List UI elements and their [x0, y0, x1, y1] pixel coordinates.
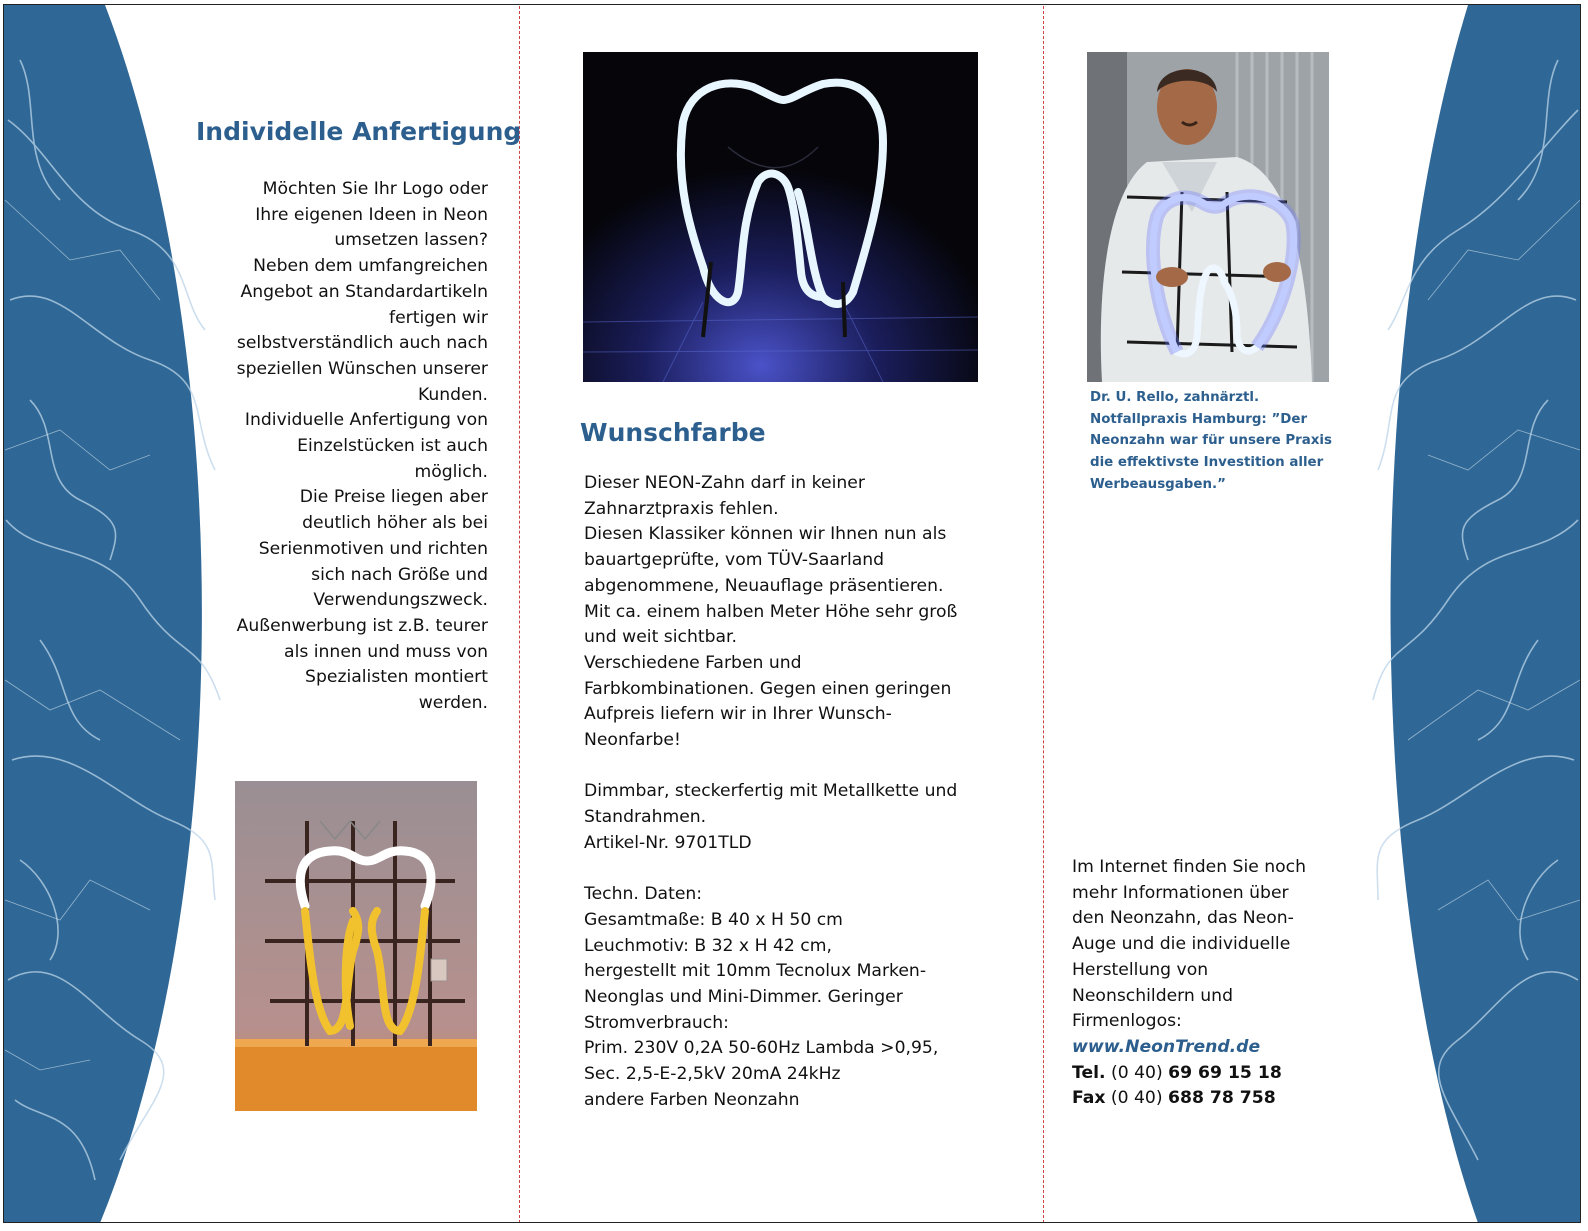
middle-text-line: Mit ca. einem halben Meter Höhe sehr groß — [584, 601, 958, 622]
phone-line — [1072, 1061, 1342, 1087]
middle-text-line: Zahnarztpraxis fehlen. — [584, 498, 779, 519]
left-text-line: Kunden. — [417, 384, 488, 405]
middle-text-line: und weit sichtbar. — [584, 627, 737, 648]
caption-line: die effektivste Investition aller — [1090, 455, 1324, 471]
middle-text-line: Farbkombinationen. Gegen einen geringen — [584, 678, 952, 699]
fax-line — [1072, 1086, 1342, 1112]
middle-text-line: Standrahmen. — [584, 807, 707, 828]
left-text-line: Individuelle Anfertigung von — [244, 410, 488, 431]
middle-text-line: Neonglas und Mini-Dimmer. Geringer — [584, 987, 903, 1008]
middle-text-line: Diesen Klassiker können wir Ihnen nun als — [584, 524, 947, 545]
middle-text-line: abgenommene, Neuauflage präsentieren. — [584, 575, 944, 596]
left-text-line: möglich. — [414, 461, 488, 482]
middle-text-line: hergestellt mit 10mm Tecnolux Marken- — [584, 961, 927, 982]
left-text-line: Neben dem umfangreichen — [253, 256, 488, 277]
middle-text-line: Neonfarbe! — [584, 730, 681, 751]
tel-number: 69 69 15 18 — [1168, 1062, 1282, 1083]
left-text-line: sich nach Größe und — [311, 564, 488, 585]
info-line: den Neonzahn, das Neon- — [1072, 908, 1294, 929]
tel-prefix: (0 40) — [1111, 1062, 1163, 1083]
left-text-line: selbstverständlich auch nach — [236, 333, 488, 354]
middle-text-line — [584, 857, 1014, 883]
testimonial-caption — [1090, 387, 1350, 496]
middle-text-line: Dimmbar, steckerfertig mit Metallkette und — [584, 781, 958, 802]
tel-label: Tel. — [1072, 1062, 1106, 1083]
left-text-line: Einzelstücken ist auch — [297, 436, 488, 457]
middle-text-line: bauartgeprüfte, vom TÜV-Saarland — [584, 550, 885, 571]
left-text-line: Ihre eigenen Ideen in Neon — [255, 204, 488, 225]
left-text-line: als innen und muss von — [284, 641, 488, 662]
left-text-line: Angebot an Standardartikeln — [240, 281, 488, 302]
info-line: Herstellung von — [1072, 959, 1209, 980]
middle-text-line: Stromverbrauch: — [584, 1012, 729, 1033]
middle-text-line: Verschiedene Farben und — [584, 652, 802, 673]
middle-panel-text — [584, 471, 1014, 1114]
middle-text-line: Aufpreis liefern wir in Ihrer Wunsch- — [584, 704, 892, 725]
info-line: Neonschildern und — [1072, 985, 1233, 1006]
middle-text-line: Dieser NEON-Zahn darf in keiner — [584, 473, 865, 493]
left-text-line: speziellen Wünschen unserer — [236, 358, 488, 379]
middle-text-line: Prim. 230V 0,2A 50-60Hz Lambda >0,95, — [584, 1038, 939, 1059]
middle-panel-heading: Wunschfarbe — [580, 418, 766, 447]
middle-text-line: andere Farben Neonzahn — [584, 1089, 800, 1110]
neon-tooth-blue-photo — [583, 52, 978, 382]
info-line: Auge und die individuelle — [1072, 934, 1291, 955]
contact-block — [1072, 855, 1342, 1112]
doctor-with-neon-tooth-photo — [1087, 52, 1329, 382]
fax-number: 688 78 758 — [1168, 1088, 1276, 1109]
left-text-line: fertigen wir — [389, 307, 488, 328]
left-text-line: werden. — [418, 693, 488, 714]
caption-line: Neonzahn war für unsere Praxis — [1090, 433, 1332, 449]
caption-line: Werbeausgaben.” — [1090, 476, 1226, 492]
caption-line: Notfallpraxis Hamburg: ”Der — [1090, 411, 1308, 427]
fax-label: Fax — [1072, 1088, 1106, 1109]
website-link[interactable]: www.NeonTrend.de — [1072, 1036, 1261, 1057]
left-text-line: deutlich höher als bei — [302, 513, 488, 534]
left-text-line: Die Preise liegen aber — [299, 487, 488, 508]
middle-text-line: Gesamtmaße: B 40 x H 50 cm — [584, 909, 843, 930]
left-panel-heading: Individelle Anfertigung — [196, 117, 522, 146]
fold-line-right — [1043, 6, 1044, 1223]
caption-line: Dr. U. Rello, zahnärztl. — [1090, 390, 1260, 405]
middle-text-line — [584, 754, 1014, 780]
middle-text-line: Artikel-Nr. 9701TLD — [584, 832, 752, 853]
middle-text-line: Sec. 2,5-E-2,5kV 20mA 24kHz — [584, 1064, 841, 1085]
right-marble-band — [1348, 0, 1588, 1231]
left-text-line: umsetzen lassen? — [334, 230, 488, 251]
fax-prefix: (0 40) — [1110, 1088, 1163, 1109]
fold-line-left — [519, 6, 520, 1223]
middle-text-line: Leuchmotiv: B 32 x H 42 cm, — [584, 935, 832, 956]
internet-info-text — [1072, 855, 1342, 1035]
left-text-line: Serienmotiven und richten — [258, 538, 488, 559]
info-line: Im Internet finden Sie noch — [1072, 857, 1307, 877]
left-text-line: Verwendungszweck. — [313, 590, 488, 611]
left-panel-text — [200, 177, 488, 717]
left-text-line: Außenwerbung ist z.B. teurer — [236, 615, 488, 636]
info-line: mehr Informationen über — [1072, 882, 1289, 903]
left-text-line: Möchten Sie Ihr Logo oder — [262, 179, 488, 199]
info-line: Firmenlogos: — [1072, 1011, 1182, 1032]
middle-text-line: Techn. Daten: — [584, 884, 703, 905]
left-text-line: Spezialisten montiert — [305, 667, 488, 688]
neon-tooth-orange-photo — [235, 781, 477, 1111]
